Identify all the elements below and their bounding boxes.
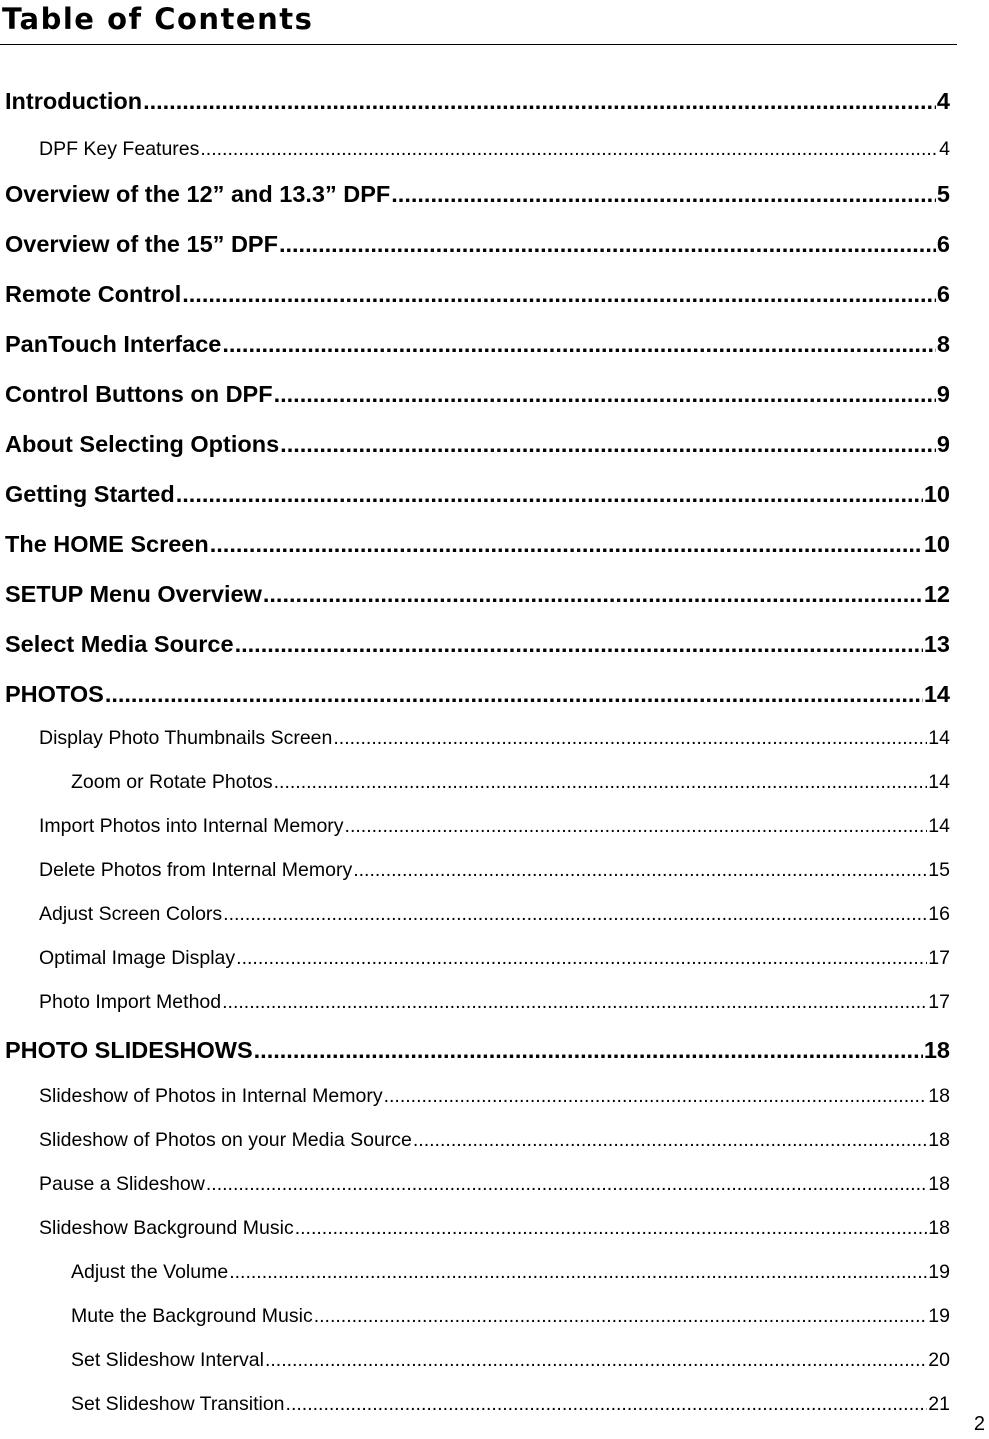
dot-leader — [353, 859, 927, 882]
toc-entry-page: 19 — [928, 1261, 950, 1283]
toc-entry-label: Select Media Source — [5, 631, 234, 657]
toc-entry[interactable] — [5, 531, 950, 558]
toc-entry[interactable] — [39, 1129, 950, 1152]
dot-leader — [176, 481, 923, 508]
toc-entry-label: Zoom or Rotate Photos — [71, 771, 273, 793]
dot-leader — [263, 581, 923, 608]
dot-leader — [391, 181, 936, 208]
toc-entry[interactable] — [39, 815, 950, 838]
dot-leader — [295, 1217, 928, 1240]
toc-entry-page: 4 — [936, 88, 950, 114]
dot-leader — [200, 138, 938, 161]
toc-entry[interactable] — [71, 1349, 950, 1372]
toc-entry-label: Introduction — [5, 88, 143, 114]
toc-entry-label: Slideshow Background Music — [39, 1217, 294, 1239]
dot-leader — [286, 1393, 928, 1416]
toc-entry-label: Optimal Image Display — [39, 947, 236, 969]
toc-entry[interactable] — [5, 681, 950, 708]
toc-entry-label: Import Photos into Internal Memory — [39, 815, 344, 837]
toc-entry-page: 14 — [928, 815, 950, 837]
toc-entry-page: 18 — [923, 1037, 950, 1063]
toc-entry[interactable] — [5, 381, 950, 408]
toc-entry[interactable] — [5, 1037, 950, 1064]
toc-entry-label: Mute the Background Music — [71, 1305, 313, 1327]
toc-entry-page: 20 — [928, 1349, 950, 1371]
toc-entry-page: 10 — [923, 481, 950, 507]
toc-entry-label: Adjust the Volume — [71, 1261, 229, 1283]
toc-entry-label: Overview of the 15” DPF — [5, 231, 278, 257]
toc-entry-page: 5 — [936, 181, 950, 207]
toc-entry-page: 8 — [936, 331, 950, 357]
toc-entry[interactable] — [71, 771, 950, 794]
toc-entry-page: 18 — [928, 1173, 950, 1195]
dot-leader — [105, 681, 923, 708]
toc-entry-label: Slideshow of Photos in Internal Memory — [39, 1085, 383, 1107]
toc-entry[interactable] — [39, 903, 950, 926]
toc-entry-page: 18 — [928, 1085, 950, 1107]
toc-entry-label: SETUP Menu Overview — [5, 581, 262, 607]
toc-entry[interactable] — [5, 231, 950, 258]
toc-entry-page: 6 — [936, 281, 950, 307]
dot-leader — [223, 903, 927, 926]
toc-entry[interactable] — [5, 581, 950, 608]
toc-entry[interactable] — [5, 481, 950, 508]
toc-entry-page: 9 — [936, 431, 950, 457]
toc-entry[interactable] — [39, 1217, 950, 1240]
toc-entry-label: DPF Key Features — [39, 138, 200, 160]
dot-leader — [274, 381, 936, 408]
toc-entry[interactable] — [39, 138, 950, 161]
toc-entry-page: 10 — [923, 531, 950, 557]
toc-entry[interactable] — [5, 181, 950, 208]
toc-entry[interactable] — [39, 859, 950, 882]
dot-leader — [384, 1085, 928, 1108]
dot-leader — [229, 1261, 927, 1284]
toc-entry-page: 19 — [928, 1305, 950, 1327]
page-title: Table of Contents — [2, 2, 314, 36]
toc-entry-page: 12 — [923, 581, 950, 607]
toc-entry-label: About Selecting Options — [5, 431, 280, 457]
toc-entry-page: 13 — [923, 631, 950, 657]
dot-leader — [236, 947, 927, 970]
toc-entry[interactable] — [71, 1261, 950, 1284]
toc-entry-label: Display Photo Thumbnails Screen — [39, 727, 333, 749]
dot-leader — [345, 815, 928, 838]
toc-entry-page: 14 — [928, 727, 950, 749]
dot-leader — [413, 1129, 927, 1152]
toc-entry-page: 9 — [936, 381, 950, 407]
toc-entry-page: 4 — [939, 138, 950, 160]
toc-entry-page: 14 — [928, 771, 950, 793]
toc-entry-label: Slideshow of Photos on your Media Source — [39, 1129, 412, 1151]
dot-leader — [254, 1037, 923, 1064]
toc-entry[interactable] — [39, 1173, 950, 1196]
toc-entry[interactable] — [39, 947, 950, 970]
toc-entry-page: 17 — [928, 947, 950, 969]
toc-entry[interactable] — [71, 1393, 950, 1416]
toc-entry[interactable] — [5, 431, 950, 458]
toc-entry-page: 18 — [928, 1217, 950, 1239]
dot-leader — [265, 1349, 927, 1372]
dot-leader — [333, 727, 927, 750]
toc-entry-label: The HOME Screen — [5, 531, 209, 557]
dot-leader — [206, 1173, 927, 1196]
toc-entry[interactable] — [71, 1305, 950, 1328]
toc-entry-label: PHOTOS — [5, 681, 104, 707]
toc-entry[interactable] — [39, 1085, 950, 1108]
toc-entry-label: Photo Import Method — [39, 991, 222, 1013]
dot-leader — [279, 231, 936, 258]
toc-entry-label: Set Slideshow Transition — [71, 1393, 285, 1415]
toc-entry[interactable] — [39, 991, 950, 1014]
toc-entry-page: 6 — [936, 231, 950, 257]
toc-entry-label: Getting Started — [5, 481, 175, 507]
toc-entry-label: PanTouch Interface — [5, 331, 222, 357]
toc-entry-label: Adjust Screen Colors — [39, 903, 223, 925]
toc-entry-page: 17 — [928, 991, 950, 1013]
toc-entry-label: Pause a Slideshow — [39, 1173, 205, 1195]
dot-leader — [274, 771, 928, 794]
dot-leader — [314, 1305, 928, 1328]
toc-entry-label: Remote Control — [5, 281, 182, 307]
toc-entry-label: Overview of the 12” and 13.3” DPF — [5, 181, 391, 207]
dot-leader — [222, 331, 936, 358]
toc-entry-label: PHOTO SLIDESHOWS — [5, 1037, 253, 1063]
dot-leader — [182, 281, 936, 308]
dot-leader — [280, 431, 936, 458]
toc-entry[interactable] — [5, 631, 950, 658]
toc-entry[interactable] — [39, 727, 950, 750]
toc-entry-page: 18 — [928, 1129, 950, 1151]
toc-entry-page: 21 — [928, 1393, 950, 1415]
toc-entry-label: Control Buttons on DPF — [5, 381, 273, 407]
toc-entry[interactable] — [5, 281, 950, 308]
toc-entry[interactable] — [5, 331, 950, 358]
dot-leader — [222, 991, 927, 1014]
toc-entry[interactable] — [5, 88, 950, 115]
dot-leader — [235, 631, 923, 658]
toc-entry-page: 15 — [928, 859, 950, 881]
toc-entry-label: Set Slideshow Interval — [71, 1349, 264, 1371]
dot-leader — [210, 531, 923, 558]
dot-leader — [143, 88, 936, 115]
toc-entry-label: Delete Photos from Internal Memory — [39, 859, 353, 881]
toc-entry-page: 14 — [923, 681, 950, 707]
toc-entry-page: 16 — [928, 903, 950, 925]
page-number: 2 — [973, 1413, 985, 1435]
